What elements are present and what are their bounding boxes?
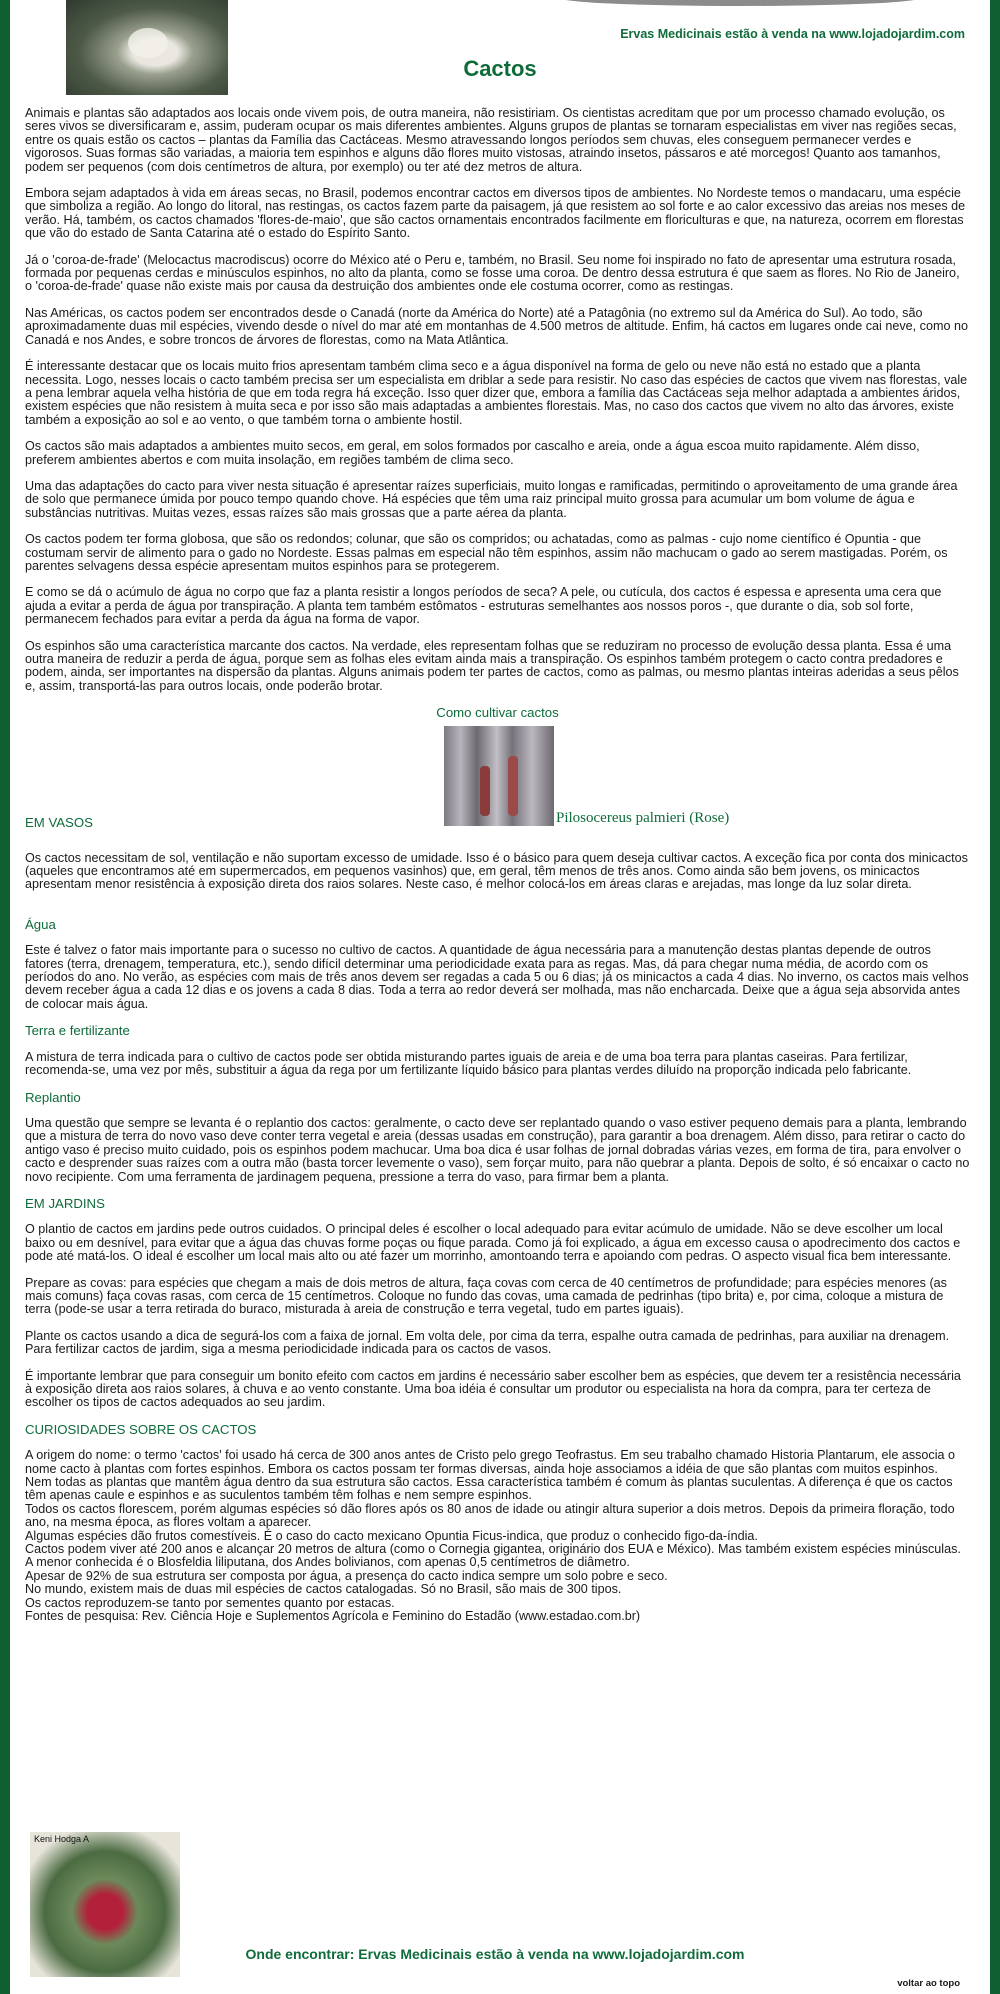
sources-line: Fontes de pesquisa: Rev. Ciência Hoje e Suplementos Agrícola e Feminino do Estadão (www.estadao.com.br) (25, 1609, 641, 1624)
section-heading-em-jardins: EM JARDINS (25, 1195, 105, 1211)
curiosity-item: A origem do nome: o termo 'cactos' foi usado há cerca de 300 anos antes de Cristo pelo grego Teofrastus. Em seu trabalho chamado Historia Plantarum, ele associa o nome cacto à plantas com fortes espinhos. Embora os cactos possam ter formas diversas, ainda hoje associamos a idéia de que são plantas com muitos espinhos. (25, 1448, 956, 1476)
header-decoration (560, 0, 920, 6)
curiosity-item: Os cactos reproduzem-se tanto por sementes quanto por estacas. (25, 1595, 395, 1610)
curiosity-item: Cactos podem viver até 200 anos e alcançar 20 metros de altura (como o Cornegia gigantea, originário dos EUA e México). Mas também existem espécies minúsculas. A menor conhecida é o Blosfeldia liliputana, dos Andes bolivianos, com apenas 0,5 centímetros de diâmetro. (25, 1542, 961, 1570)
right-border (990, 0, 1000, 1994)
terra-text: A mistura de terra indicada para o cultivo de cactos pode ser obtida misturando partes iguais de areia e de uma boa terra para plantas caseiras. Para fertilizar, recomenda-se, uma vez por mês, substituir a água da rega por um fertilizante líquido básico para plantas verdes diluído na proporção indicada pelo fabricante. (25, 1049, 912, 1078)
shop-link-top[interactable]: Ervas Medicinais estão à venda na www.lojadojardim.com (620, 27, 965, 41)
curiosity-item: Todos os cactos florescem, porém algumas espécies só dão flores após os 80 anos de idade ou atingir altura superior a dois metros. Depois da primeira floração, todo ano, na mesma época, as flores voltam a aparecer. (25, 1501, 955, 1530)
page-title: Cactos (463, 56, 537, 81)
curiosity-item: No mundo, existem mais de duas mil espécies de cactos catalogadas. Só no Brasil, são mais de 300 tipos. (25, 1582, 622, 1597)
intro-paragraph: Os cactos são mais adaptados a ambientes muito secos, em geral, em solos formados por cascalho e areia, onde a água escoa muito rapidamente. Além disso, preferem ambientes abertos e com muita insolação, em regiões também de clima seco. (25, 439, 920, 467)
replantio-text: Uma questão que sempre se levanta é o replantio dos cactos: geralmente, o cacto deve ser replantado quando o vaso estiver pequeno demais para a planta, lembrando que a mistura de terra do novo vaso deve conter terra vegetal e areia (dessas usadas em construção), para garantir a boa drenagem. Além disso, para retirar o cacto do antigo vaso é preciso muito cuidado, pois os espinhos podem machucar. Uma boa dica é usar folhas de jornal dobradas várias vezes, em forma de tira, para envolver o cacto e desprender suas raízes com a outra mão (basta torcer levemente o vaso), sem forçar muito, para não quebrar a planta. Depois de solto, é só encaixar o cacto no novo recipiente. Com uma ferramenta de jardinagem pequena, pressione a terra do vaso, para firmar bem a planta. (25, 1115, 970, 1184)
back-to-top-link[interactable]: voltar ao topo (897, 1978, 960, 1989)
intro-paragraph: E como se dá o acúmulo de água no corpo que faz a planta resistir a longos períodos de seca? A pele, ou cutícula, dos cactos é espessa e apresenta uma cera que ajuda a evitar a perda de água por transpiração. A planta tem também estômatos - estruturas semelhantes aos nossos poros -, que durante o dia, sob sol forte, permanecem fechados para evitar a perda da água na forma de vapor. (25, 585, 942, 627)
curiosity-item: Algumas espécies dão frutos comestíveis. É o caso do cacto mexicano Opuntia Ficus-indica, que produz o conhecido figo-da-índia. (25, 1528, 758, 1543)
intro-paragraph: Animais e plantas são adaptados aos locais onde vivem pois, de outra maneira, não resistiriam. Os cientistas acreditam que por um processo chamado evolução, os seres vivos se diversificaram e, assim, puderam ocupar os mais diferentes ambientes. Alguns grupos de plantas se tornaram especialistas em viver nas regiões secas, entre os quais estão os cactos – plantas da Família das Cactáceas. Mesmo atravessando longos períodos sem chuvas, eles conseguem permanecer verdes e vigorosos. Suas formas são variadas, a maioria tem espinhos e alguns dão flores muito vistosas, atraindo insetos, pássaros e até morcegos! Quanto aos tamanhos, podem ser pequenos (com dois centímetros de altura, por exemplo) ou ter até dez metros de altura. (25, 106, 957, 174)
photo-caption: Pilosocereus palmieri (Rose) (556, 809, 730, 826)
intro-paragraph: Uma das adaptações do cacto para viver nesta situação é apresentar raízes superficiais, muito longas e ramificadas, permitindo o aproveitamento de uma grande área de solo que permanece úmida por pouco tempo quando chove. Há espécies que têm uma raiz principal muito grossa para acumular um bom volume de água e substâncias nutritivas. Muitas vezes, essas raízes são mais grossas que a parte aérea da planta. (25, 478, 958, 520)
intro-paragraph: Já o 'coroa-de-frade' (Melocactus macrodiscus) ocorre do México até o Peru e, também, no Brasil. Seu nome foi inspirado no fato de apresentar uma estrutura rosada, formada por pequenas cerdas e minúsculos espinhos, no alto da planta, como se fosse uma coroa. De dentro dessa estrutura é que saem as flores. No Rio de Janeiro, o 'coroa-de-frade' quase não existe mais por causa da destruição dos ambientes onde ele costuma ocorrer, como as restingas. (25, 252, 960, 294)
pilosocereus-figure (25, 726, 970, 842)
section-heading-replantio: Replantio (25, 1089, 81, 1105)
section-heading-terra: Terra e fertilizante (25, 1023, 130, 1039)
section-heading-em-vasos: EM VASOS (25, 815, 93, 831)
intro-paragraph: Os cactos podem ter forma globosa, que são os redondos; colunar, que são os compridos; ou achatadas, como as palmas - cujo nome científico é Opuntia - que costumam servir de alimento para o gado no Nordeste. Essas palmas em especial não têm espinhos, assim não machucam o gado ao serem mastigadas. Porém, os parentes selvagens dessa espécie apresentam muitos espinhos para se protegerem. (25, 532, 948, 573)
section-heading-agua: Água (25, 916, 56, 932)
intro-paragraph: É interessante destacar que os locais muito frios apresentam também clima seco e a água disponível na forma de gelo ou neve não está no estado que a planta necessita. Logo, nesses locais o cacto também precisa ser um especialista em driblar a sede para resistir. No caso das espécies de cactos que vivem nas florestas, vale a pena lembrar aquela velha história de que em toda regra há exceção. Isso quer dizer que, embora a família das Cactáceas seja melhor adaptada a ambientes áridos, existem espécies que não resistem à muita seca e por isso são mais adaptadas a ambientes florestais. Mas, no caso dos cactos que vivem no alto das árvores, existe também a exposição ao sol e ao vento, o que também torna o ambiente hostil. (25, 359, 968, 427)
curiosity-item: Apesar de 92% de sua estrutura ser composta por água, a presença do cacto indica sempre um solo pobre e seco. (25, 1568, 668, 1583)
em-jardins-paragraph: É importante lembrar que para conseguir um bonito efeito com cactos em jardins é necessário saber escolher bem as espécies, que devem ter a resistência necessária à exposição direta aos raios solares, à chuva e ao vento constante. Uma boa idéia é consultar um produtor ou especialista na hora da compra, para ter certeza de escolher os tipos de cactos adequados ao seu jardim. (25, 1368, 961, 1410)
shop-link-bottom[interactable]: Onde encontrar: Ervas Medicinais estão à venda na www.lojadojardim.com (245, 1946, 745, 1962)
em-jardins-paragraph: Prepare as covas: para espécies que chegam a mais de dois metros de altura, faça covas com cerca de 40 centímetros de profundidade; para espécies menores (as mais comuns) faça covas rasas, com cerca de 15 centímetros. Coloque no fundo das covas, uma camada de pedrinhas (tipo brita) e, por cima, coloque a mistura de terra (pode-se usar a terra retirada do buraco, misturada à areia de construção e terra vegetal, tudo em partes iguais). (25, 1275, 947, 1317)
em-vasos-text: Os cactos necessitam de sol, ventilação e não suportam excesso de umidade. Isso é o básico para quem deseja cultivar cactos. A exceção fica por conta dos minicactos (aqueles que encontramos até em supermercados, em pequenos vasinhos) que, em geral, têm menos de três anos. Como ainda são bem jovens, os minicactos apresentam menor resistência à exposição direta dos raios solares. Neste caso, é melhor colocá-los em áreas claras e arejadas, mas longe da luz solar direta. (25, 850, 968, 892)
pilosocereus-photo (444, 726, 554, 826)
em-jardins-paragraph: Plante os cactos usando a dica de segurá-los com a faixa de jornal. Em volta dele, por cima da terra, espalhe outra camada de pedrinhas, para auxiliar na drenagem. Para fertilizar cactos de jardim, siga a mesma periodicidade indicada para os cactos de vasos. (25, 1328, 950, 1357)
em-jardins-paragraph: O plantio de cactos em jardins pede outros cuidados. O principal deles é escolher o local adequado para evitar acúmulo de umidade. Não se deve escolher um local baixo ou em desnível, para evitar que a água das chuvas forme poças ou fique parada. Como já foi explicado, a água em excesso causa o apodrecimento dos cactos e pode até matá-los. O ideal é escolher um local mais alto ou até fazer um morrinho, amontoando terra e apoiando com pedras. O aspecto visual fica bem interessante. (25, 1222, 961, 1264)
intro-paragraph: Os espinhos são uma característica marcante dos cactos. Na verdade, eles representam folhas que se reduziram no processo de evolução dessa planta. Essa é uma outra maneira de reduzir a perda de água, porque sem as folhas eles evitam ainda mais a transpiração. Os espinhos também protegem o cacto contra predadores e podem, ainda, ser importantes na dispersão da plantas. Alguns animais podem ter partes de cactos, como as palmas, ou mesmo plantas inteiras aderidas a seus pêlos e, assim, transportá-las para outros locais, onde poderão brotar. (25, 638, 959, 693)
cultivar-link[interactable]: Como cultivar cactos (436, 705, 559, 721)
photo-credit: Keni Hodga A (34, 1834, 90, 1844)
curiosity-item: Nem todas as plantas que mantêm água dentro da sua estrutura são cactos. Essa característica também é comum às plantas suculentas. A diferença é que os cactos têm apenas caule e espinhos e as suculentos também têm folhas e nem sempre espinhos. (25, 1475, 953, 1503)
intro-paragraph: Embora sejam adaptados à vida em áreas secas, no Brasil, podemos encontrar cactos em diversos tipos de ambientes. No Nordeste temos o mandacaru, uma espécie que simboliza a região. Ao longo do litoral, nas restingas, os cactos fazem parte da paisagem, já que resistem ao sol forte e ao calor excessivo das areias nos meses de verão. Há, também, os cactos chamados 'flores-de-maio', que são cactos ornamentais encontrados facilmente em floriculturas e que, na natureza, ocorrem em florestas que vão do estado de Santa Catarina até o estado do Espírito Santo. (25, 186, 966, 241)
agua-text: Este é talvez o fator mais importante para o sucesso no cultivo de cactos. A quantidade de água necessária para a manutenção destas plantas depende de outros fatores (terra, drenagem, temperatura, etc.), sendo difícil determinar uma periodicidade exata para as regas. Mas, dá para chegar numa média, de acordo com os períodos do ano. No verão, as espécies com mais de três anos devem ser regadas a cada 5 ou 6 dias; já os minicactos a cada 4 dias. No inverno, os cactos mais velhos devem receber água a cada 12 dias e os jovens a cada 8 dias. Toda a terra ao redor deverá ser molhada, mas não encharcada. Deixe que a água seja absorvida antes de colocar mais água. (25, 943, 969, 1011)
article (25, 107, 970, 1624)
curiosidades-list (25, 1449, 970, 1623)
section-heading-curiosidades: CURIOSIDADES SOBRE OS CACTOS (25, 1421, 257, 1437)
melocactus-photo (30, 1832, 180, 1977)
intro-paragraph: Nas Américas, os cactos podem ser encontrados desde o Canadá (norte da América do Norte) até a Patagônia (no extremo sul da América do Sul). Ao todo, são aproximadamente duas mil espécies, vivendo desde o nível do mar até em montanhas de 4.500 metros de altitude. Enfim, há cactos em lugares onde cai neve, como no Canadá e nos Andes, e sobre troncos de árvores de florestas, como na Mata Atlântica. (25, 305, 968, 347)
left-border (0, 0, 10, 1994)
